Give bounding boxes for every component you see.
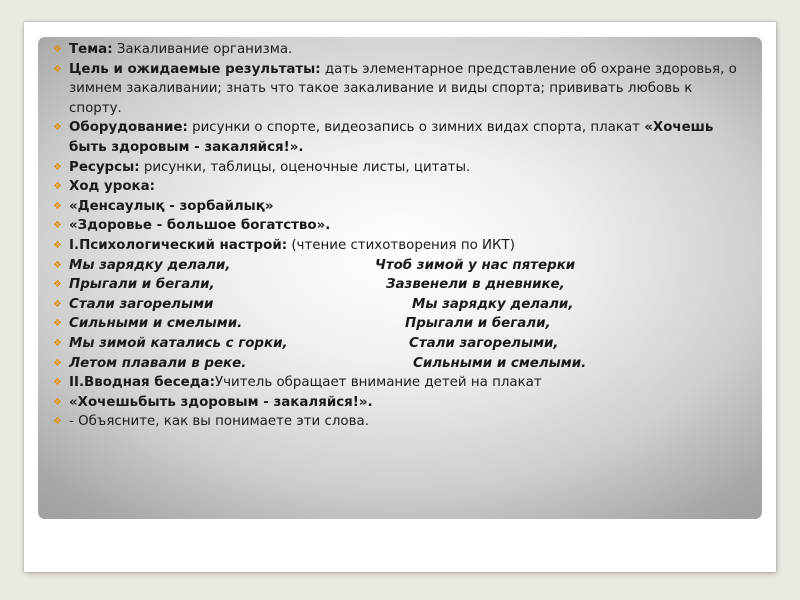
question-text: - Объясните, как вы понимаете эти слова. [69,414,369,430]
bullet-icon: ❖ [53,279,62,291]
bullet-icon: ❖ [53,259,62,271]
goal-text: дать элементарное представление об охране здоровья, о зимнем закаливании; знать что такое закаливание и виды спорта; прививать любовь к спорту. [69,61,737,116]
poem-left: Мы зарядку делали, [69,257,231,273]
list-item-theme [53,40,743,60]
poem-right: Чтоб зимой у нас пятерки [375,257,576,273]
goal-label: Цель и ожидаемые результаты: [69,61,321,77]
list-item-intro [53,373,743,393]
equipment-poster: «Хочешь быть здоровым - закаляйся!». [69,120,714,155]
theme-text: Закаливание организма. [112,42,293,57]
bullet-icon: ❖ [53,63,62,75]
bullet-icon: ❖ [53,396,62,408]
slide-content [53,40,743,432]
list-item-psych [53,236,743,256]
psych-label: I.Психологический настрой: [69,237,288,253]
list-item-equipment [53,118,743,157]
list-item-motto-ru [53,216,743,236]
lesson-heading: Ход урока: [69,179,155,195]
poem-right: Сильными и смелыми. [413,355,587,371]
bullet-icon: ❖ [53,357,62,369]
bullet-icon: ❖ [53,239,62,251]
bullet-icon: ❖ [53,161,62,173]
poem-right: Прыгали и бегали, [405,316,551,332]
bullet-icon: ❖ [53,318,62,330]
poem-line [53,354,743,374]
bullet-icon: ❖ [53,298,62,310]
poster-text: «Хочешьбыть здоровым - закаляйся!». [69,394,373,410]
list-item-poster [53,393,743,413]
resources-text: рисунки, таблицы, оценочные листы, цитаты. [139,159,471,175]
bullet-icon: ❖ [53,220,62,232]
poem-line [53,275,743,295]
bullet-icon: ❖ [53,377,62,389]
poem-right: Зазвенели в дневнике, [386,277,565,293]
poem-left: Прыгали и бегали, [69,277,215,293]
motto-ru: «Здоровье - большое богатство». [69,218,331,234]
list-item-question [53,412,743,432]
poem-line [53,334,743,354]
list-item-lesson-heading [53,177,743,197]
intro-label: II.Вводная беседа: [69,375,215,391]
bullet-icon: ❖ [53,181,62,193]
equipment-text: рисунки о спорте, видеозапись о зимних видах спорта, плакат [187,120,645,136]
bullet-icon: ❖ [53,416,62,428]
bullet-icon: ❖ [53,337,62,349]
poem-right: Мы зарядку делали, [412,296,574,312]
bullet-icon: ❖ [53,122,62,134]
psych-text: (чтение стихотворения по ИКТ) [287,237,515,253]
poem-left: Мы зимой катались с горки, [69,335,288,351]
list-item-motto-kz [53,197,743,217]
equipment-label: Оборудование: [69,120,188,136]
poem-left: Летом плавали в реке. [69,355,247,371]
poem-line [53,256,743,276]
poem-right: Стали загорелыми, [409,335,559,351]
slide [24,22,776,572]
poem-line [53,295,743,315]
resources-label: Ресурсы: [69,159,140,175]
list-item-resources [53,158,743,178]
list-item-goal [53,60,743,119]
intro-text: Учитель обращает внимание детей на плакат [214,375,542,391]
poem-line [53,314,743,334]
poem-left: Сильными и смелыми. [69,316,243,332]
poem-left: Стали загорелыми [69,296,214,312]
motto-kz: «Денсаулық - зорбайлық» [69,198,274,214]
bullet-icon: ❖ [53,200,62,212]
theme-label: Тема: [69,42,113,57]
bullet-icon: ❖ [53,44,62,55]
